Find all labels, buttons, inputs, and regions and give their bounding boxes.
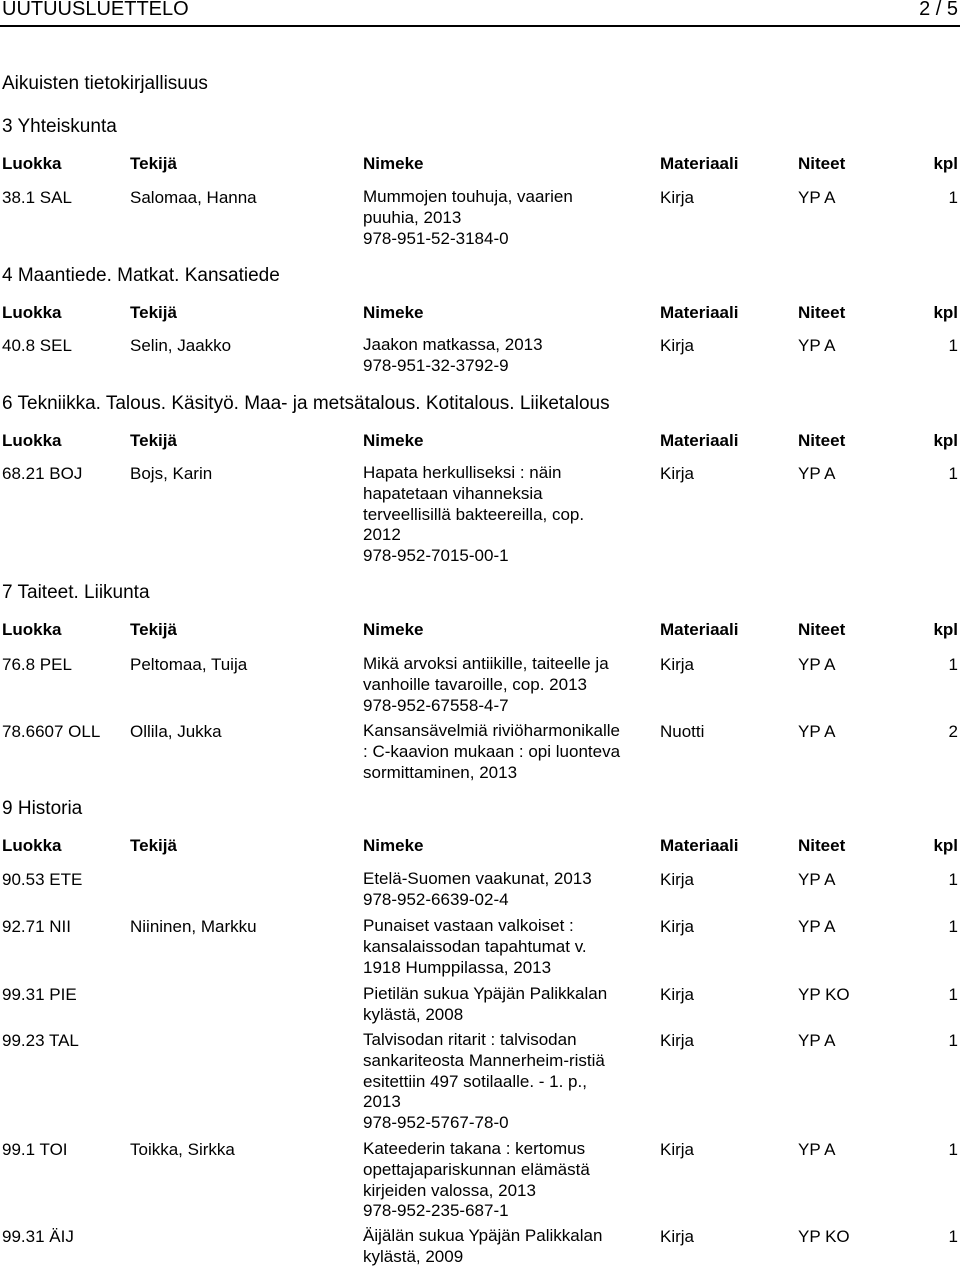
cell-materiaali: Kirja — [660, 1031, 695, 1050]
column-header-tekija: Tekijä — [130, 303, 177, 322]
cell-niteet: YP A — [798, 722, 836, 741]
nimeke-line: 978-952-7015-00-1 — [363, 546, 509, 566]
nimeke-line: hapatetaan vihanneksia — [363, 483, 543, 503]
column-header-luokka: Luokka — [2, 303, 62, 322]
cell-nimeke — [363, 654, 648, 716]
cell-materiaali: Kirja — [660, 870, 695, 889]
cell-kpl: 1 — [948, 464, 958, 483]
cell-materiaali: Kirja — [660, 985, 695, 1004]
cell-materiaali: Kirja — [660, 655, 695, 674]
nimeke-line: Jaakon matkassa, 2013 — [363, 335, 543, 354]
column-header-materiaali: Materiaali — [660, 620, 739, 639]
section-title: 9 Historia — [2, 798, 83, 819]
nimeke-line: Etelä-Suomen vaakunat, 2013 — [363, 869, 592, 888]
column-header-materiaali: Materiaali — [660, 303, 739, 322]
nimeke-line: 978-952-235-687-1 — [363, 1201, 509, 1221]
cell-kpl: 1 — [948, 1227, 958, 1246]
cell-niteet: YP A — [798, 655, 836, 674]
cell-tekija: Ollila, Jukka — [130, 722, 222, 741]
column-header-niteet: Niteet — [798, 431, 846, 450]
column-header-materiaali: Materiaali — [660, 836, 739, 855]
column-header-tekija: Tekijä — [130, 836, 177, 855]
column-header-niteet: Niteet — [798, 836, 846, 855]
cell-luokka: 90.53 ETE — [2, 870, 83, 889]
cell-nimeke — [363, 1030, 648, 1134]
column-header-niteet: Niteet — [798, 620, 846, 639]
column-header-niteet: Niteet — [798, 303, 846, 322]
nimeke-line: Mikä arvoksi antiikille, taiteelle ja — [363, 654, 609, 673]
column-header-materiaali: Materiaali — [660, 431, 739, 450]
nimeke-line: 2012 — [363, 525, 401, 545]
nimeke-line: 978-952-5767-78-0 — [363, 1113, 509, 1133]
cell-nimeke — [363, 187, 648, 249]
nimeke-line: Mummojen touhuja, vaarien — [363, 187, 573, 206]
cell-kpl: 1 — [948, 336, 958, 355]
cell-kpl: 1 — [948, 985, 958, 1004]
cell-luokka: 68.21 BOJ — [2, 464, 83, 483]
nimeke-line: kansalaissodan tapahtumat v. — [363, 936, 587, 956]
cell-niteet: YP KO — [798, 985, 850, 1004]
cell-luokka: 99.31 ÄIJ — [2, 1227, 74, 1246]
cell-luokka: 92.71 NII — [2, 917, 71, 936]
cell-materiaali: Nuotti — [660, 722, 705, 741]
cell-nimeke — [363, 916, 648, 978]
cell-niteet: YP A — [798, 464, 836, 483]
cell-materiaali: Kirja — [660, 917, 695, 936]
page-title: UUTUUSLUETTELO — [2, 0, 189, 20]
page-number: 2 / 5 — [919, 0, 958, 20]
column-header-kpl: kpl — [933, 431, 958, 450]
cell-luokka: 99.31 PIE — [2, 985, 77, 1004]
column-header-nimeke: Nimeke — [363, 303, 424, 322]
cell-kpl: 1 — [948, 188, 958, 207]
nimeke-line: 978-952-6639-02-4 — [363, 889, 509, 909]
nimeke-line: Talvisodan ritarit : talvisodan — [363, 1030, 577, 1049]
column-header-luokka: Luokka — [2, 836, 62, 855]
nimeke-line: kylästä, 2008 — [363, 1004, 464, 1024]
nimeke-line: puuhia, 2013 — [363, 207, 462, 227]
nimeke-line: Pietilän sukua Ypäjän Palikkalan — [363, 984, 608, 1003]
cell-luokka: 76.8 PEL — [2, 655, 72, 674]
column-header-luokka: Luokka — [2, 431, 62, 450]
cell-nimeke — [363, 1226, 648, 1268]
column-header-niteet: Niteet — [798, 154, 846, 173]
nimeke-line: 978-951-52-3184-0 — [363, 228, 509, 248]
nimeke-line: terveellisillä bakteereilla, cop. — [363, 504, 585, 524]
cell-kpl: 1 — [948, 870, 958, 889]
cell-luokka: 40.8 SEL — [2, 336, 72, 355]
cell-tekija: Niininen, Markku — [130, 917, 257, 936]
column-header-nimeke: Nimeke — [363, 620, 424, 639]
section-title: 6 Tekniikka. Talous. Käsityö. Maa- ja metsätalous. Kotitalous. Liiketalous — [2, 393, 610, 414]
cell-niteet: YP A — [798, 917, 836, 936]
section-title: 4 Maantiede. Matkat. Kansatiede — [2, 265, 280, 286]
cell-niteet: YP A — [798, 336, 836, 355]
cell-luokka: 38.1 SAL — [2, 188, 72, 207]
cell-kpl: 1 — [948, 1140, 958, 1159]
nimeke-line: opettajapariskunnan elämästä — [363, 1159, 590, 1179]
nimeke-line: sormittaminen, 2013 — [363, 762, 518, 782]
cell-tekija: Bojs, Karin — [130, 464, 213, 483]
cell-niteet: YP A — [798, 1140, 836, 1159]
cell-luokka: 78.6607 OLL — [2, 722, 101, 741]
cell-nimeke — [363, 721, 648, 783]
nimeke-line: : C-kaavion mukaan : opi luonteva — [363, 741, 621, 761]
column-header-kpl: kpl — [933, 303, 958, 322]
cell-nimeke — [363, 869, 648, 911]
header-rule — [0, 25, 960, 27]
nimeke-line: 978-952-67558-4-7 — [363, 695, 509, 715]
nimeke-line: Kansansävelmiä riviöharmonikalle — [363, 721, 621, 740]
cell-tekija: Toikka, Sirkka — [130, 1140, 235, 1159]
column-header-kpl: kpl — [933, 836, 958, 855]
section-title: 3 Yhteiskunta — [2, 116, 117, 137]
cell-niteet: YP A — [798, 870, 836, 889]
cell-kpl: 1 — [948, 917, 958, 936]
nimeke-line: vanhoille tavaroille, cop. 2013 — [363, 674, 587, 694]
column-header-kpl: kpl — [933, 154, 958, 173]
cell-niteet: YP A — [798, 188, 836, 207]
column-header-materiaali: Materiaali — [660, 154, 739, 173]
category-title: Aikuisten tietokirjallisuus — [2, 73, 208, 94]
cell-nimeke — [363, 335, 648, 377]
nimeke-line: esitettiin 497 sotilaalle. - 1. p., — [363, 1071, 587, 1091]
column-header-luokka: Luokka — [2, 620, 62, 639]
cell-niteet: YP KO — [798, 1227, 850, 1246]
cell-materiaali: Kirja — [660, 1140, 695, 1159]
cell-tekija: Salomaa, Hanna — [130, 188, 257, 207]
cell-kpl: 1 — [948, 655, 958, 674]
cell-kpl: 1 — [948, 1031, 958, 1050]
nimeke-line: 2013 — [363, 1092, 401, 1112]
cell-materiaali: Kirja — [660, 188, 695, 207]
cell-tekija: Peltomaa, Tuija — [130, 655, 248, 674]
cell-nimeke — [363, 463, 648, 567]
column-header-nimeke: Nimeke — [363, 836, 424, 855]
column-header-nimeke: Nimeke — [363, 431, 424, 450]
cell-luokka: 99.1 TOI — [2, 1140, 68, 1159]
nimeke-line: Äijälän sukua Ypäjän Palikkalan — [363, 1226, 603, 1245]
cell-nimeke — [363, 1139, 648, 1222]
nimeke-line: 1918 Humppilassa, 2013 — [363, 957, 552, 977]
nimeke-line: Punaiset vastaan valkoiset : — [363, 916, 574, 935]
cell-nimeke — [363, 984, 648, 1026]
column-header-tekija: Tekijä — [130, 620, 177, 639]
cell-kpl: 2 — [948, 722, 958, 741]
column-header-luokka: Luokka — [2, 154, 62, 173]
column-header-kpl: kpl — [933, 620, 958, 639]
cell-luokka: 99.23 TAL — [2, 1031, 79, 1050]
cell-tekija: Selin, Jaakko — [130, 336, 232, 355]
page-header — [0, 0, 960, 24]
section-title: 7 Taiteet. Liikunta — [2, 582, 150, 603]
nimeke-line: kirjeiden valossa, 2013 — [363, 1180, 536, 1200]
nimeke-line: 978-951-32-3792-9 — [363, 355, 509, 375]
cell-materiaali: Kirja — [660, 464, 695, 483]
nimeke-line: Kateederin takana : kertomus — [363, 1139, 586, 1158]
nimeke-line: sankariteosta Mannerheim-ristiä — [363, 1050, 605, 1070]
cell-materiaali: Kirja — [660, 1227, 695, 1246]
nimeke-line: Hapata herkulliseksi : näin — [363, 463, 562, 482]
cell-niteet: YP A — [798, 1031, 836, 1050]
nimeke-line: kylästä, 2009 — [363, 1246, 464, 1266]
column-header-nimeke: Nimeke — [363, 154, 424, 173]
column-header-tekija: Tekijä — [130, 431, 177, 450]
cell-materiaali: Kirja — [660, 336, 695, 355]
column-header-tekija: Tekijä — [130, 154, 177, 173]
